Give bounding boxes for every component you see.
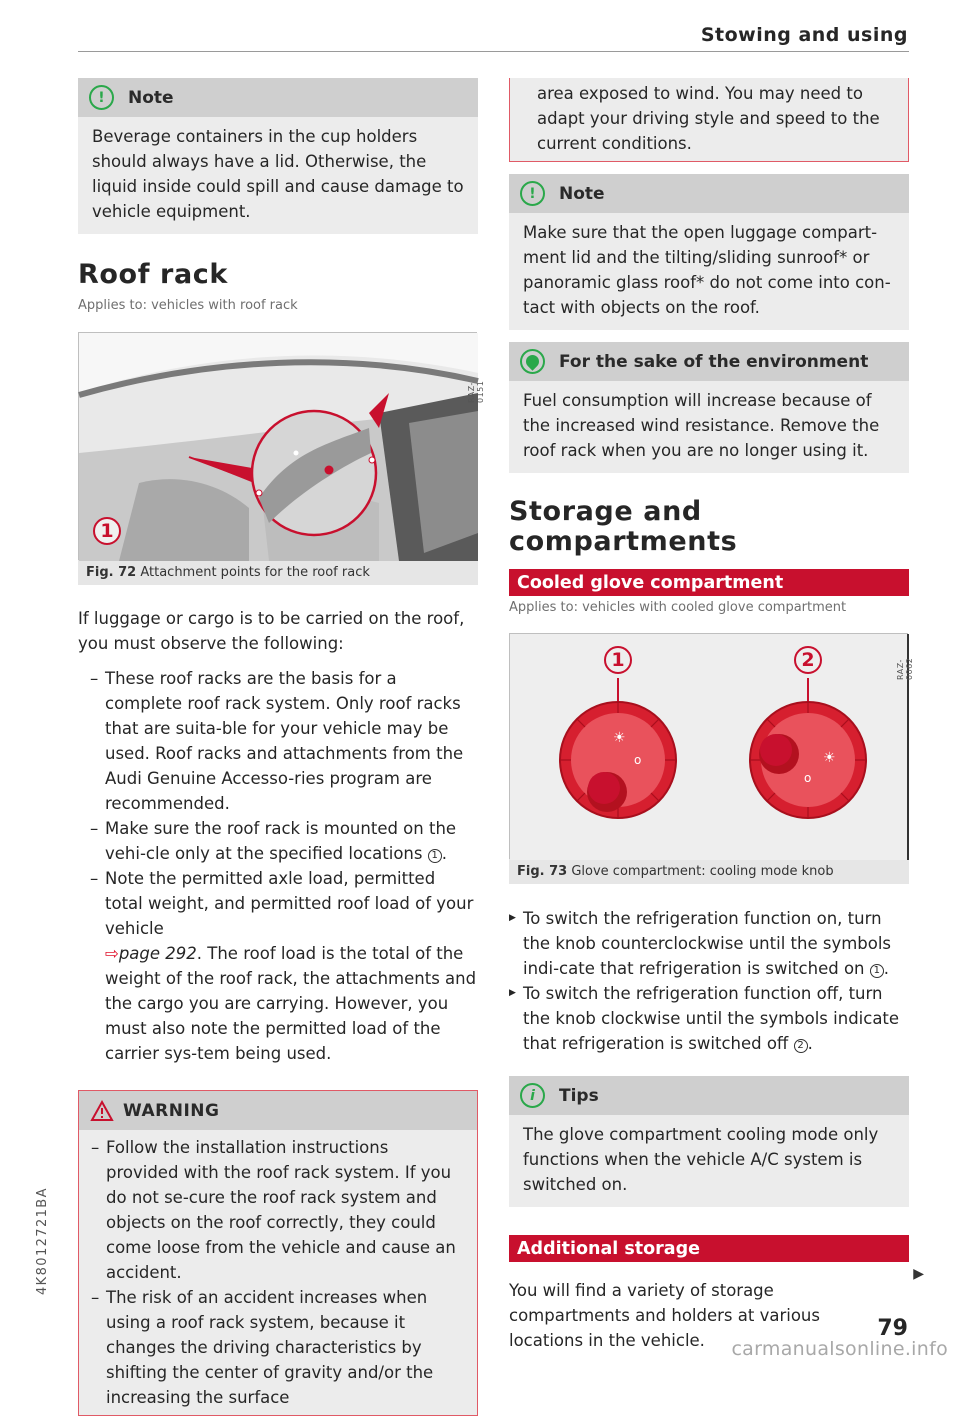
tips-text: The glove compartment cooling mode only functions when the vehicle A/C system is switched on. [509, 1115, 909, 1207]
warning-triangle-icon [91, 1101, 113, 1121]
glove-knob-illustration [510, 634, 909, 860]
section-title-line-1: Storage and [509, 496, 702, 527]
step-item: ▶ To switch the refrigeration function on, turn the knob counterclockwise until the symbols indi-cate that refrigeration is switched on 1 . [509, 906, 909, 981]
svg-text:o: o [634, 753, 642, 767]
list-item-text: . The roof load is the total of the weight of the roof rack, the attachments and the cargo you are carrying. However, you must also note the permitted load of the carrier sys-tem being used. [105, 944, 477, 1063]
note-text: Beverage containers in the cup holders should always have a lid. Otherwise, the liquid inside could spill and cause damage to vehicle equipment. [78, 117, 478, 234]
callout-ref-1: 1 [428, 849, 442, 863]
roof-rack-list [78, 666, 478, 1066]
storage-text: You will find a variety of storage compartments and holders at various locations in the vehicle. [509, 1281, 820, 1350]
page-number: 79 [877, 1316, 908, 1341]
list-item [78, 866, 478, 1066]
note-header [78, 78, 478, 117]
environment-header [509, 342, 909, 381]
leaf-icon [520, 349, 545, 374]
roof-rack-illustration [79, 333, 478, 561]
figure-caption [509, 859, 909, 884]
environment-title: For the sake of the environment [559, 351, 869, 372]
exclamation-icon: ! [89, 85, 114, 110]
callout-ref-2: 2 [794, 1039, 808, 1053]
callout-ref-1: 1 [870, 964, 884, 978]
environment-box [509, 342, 909, 473]
figure-caption-text: Attachment points for the roof rack [140, 565, 370, 580]
list-item: – These roof racks are the basis for a complete roof rack system. Only roof racks that are suita-ble for your vehicle may be used. Roof racks and attachments from the Audi Genuine Accesso-ries program are recommended. [78, 666, 478, 816]
applies-to: Applies to: vehicles with roof rack [78, 298, 298, 313]
list-item: – Make sure the roof rack is mounted on the vehi-cle only at the specified locations 1 . [78, 816, 478, 866]
svg-text:☀: ☀ [823, 750, 836, 766]
section-title-storage [509, 497, 909, 557]
figure-label: Fig. 73 [517, 864, 568, 879]
arrow-right-icon: ⇨ [105, 944, 119, 963]
warning-title: WARNING [123, 1100, 220, 1121]
continue-arrow-icon: ▶ [913, 1266, 924, 1282]
tips-title: Tips [559, 1085, 599, 1106]
figure-code: RAZ-0151 [467, 380, 485, 403]
subsection-cooled-glove: Cooled glove compartment [509, 569, 909, 596]
svg-text:☀: ☀ [613, 730, 626, 746]
svg-text:o: o [804, 771, 812, 785]
section-title-roof-rack: Roof rack [78, 259, 228, 290]
tips-box [509, 1076, 909, 1207]
list-item-text: Note the permitted axle load, permitted total weight, and permitted roof load of your vehicle [105, 869, 474, 938]
glove-steps [509, 906, 909, 1056]
warning-header [79, 1091, 477, 1130]
exclamation-icon: ! [520, 181, 545, 206]
info-icon: i [520, 1083, 545, 1108]
figure-callout-1: 1 [604, 646, 632, 674]
running-header: Stowing and using [700, 24, 908, 46]
step-text: To switch the refrigeration function off, turn the knob clockwise until the symbols indicate that refrigeration is switched off [523, 984, 900, 1053]
figure-callout-2: 2 [794, 646, 822, 674]
warning-continuation: area exposed to wind. You may need to adapt your driving style and speed to the current conditions. [509, 78, 909, 162]
applies-to: Applies to: vehicles with cooled glove compartment [509, 600, 847, 615]
step-text: To switch the refrigeration function on, turn the knob counterclockwise until the symbols indi-cate that refrigeration is switched on [523, 909, 892, 978]
environment-text: Fuel consumption will increase because of the increased wind resistance. Remove the roof rack when you are no longer using it. [509, 381, 909, 473]
note-box-2 [509, 174, 909, 330]
roof-rack-intro: If luggage or cargo is to be carried on the roof, you must observe the following: [78, 609, 465, 653]
note-title: Note [128, 87, 174, 108]
left-column [78, 78, 485, 1416]
figure-caption-text: Glove compartment: cooling mode knob [571, 864, 834, 879]
figure-callout-1: 1 [93, 517, 121, 545]
page-link-text[interactable]: page 292 [118, 944, 197, 963]
figure-caption [78, 560, 478, 585]
step-item: ▶ To switch the refrigeration function off, turn the knob clockwise until the symbols indicate that refrigeration is switched off 2 . [509, 981, 909, 1056]
note-header [509, 174, 909, 213]
note-text: Make sure that the open luggage compart-ment lid and the tilting/sliding sunroof* or panoramic glass roof* do not come into con-tact with objects on the roof. [509, 213, 909, 330]
section-title-line-2: compartments [509, 526, 738, 557]
warning-item: – Follow the installation instructions provided with the roof rack system. If you do not se-cure the roof rack system and objects on the roof correctly, they could come loose from the vehicle and cause an accident. [79, 1135, 465, 1285]
warning-box [78, 1090, 478, 1416]
note-title: Note [559, 183, 605, 204]
watermark: carmanualsonline.info [731, 1338, 948, 1360]
figure-code: RAZ-0062 [896, 657, 914, 680]
right-column [509, 78, 914, 1353]
warning-list [79, 1130, 477, 1415]
warning-item: – The risk of an accident increases when using a roof rack system, because it changes the driving characteristics by shifting the center of gravity and/or the increasing the surface [79, 1285, 465, 1410]
subsection-additional-storage: Additional storage [509, 1235, 909, 1262]
document-code: 4K8012721BA [35, 1187, 50, 1295]
page-link[interactable] [105, 944, 197, 963]
header-rule [78, 51, 909, 52]
figure-label: Fig. 72 [86, 565, 137, 580]
note-box [78, 78, 478, 234]
figure-roof-rack [78, 332, 485, 560]
tips-header [509, 1076, 909, 1115]
figure-glove-knob [509, 633, 914, 859]
list-item-text: Make sure the roof rack is mounted on the vehi-cle only at the specified locations [105, 819, 457, 863]
